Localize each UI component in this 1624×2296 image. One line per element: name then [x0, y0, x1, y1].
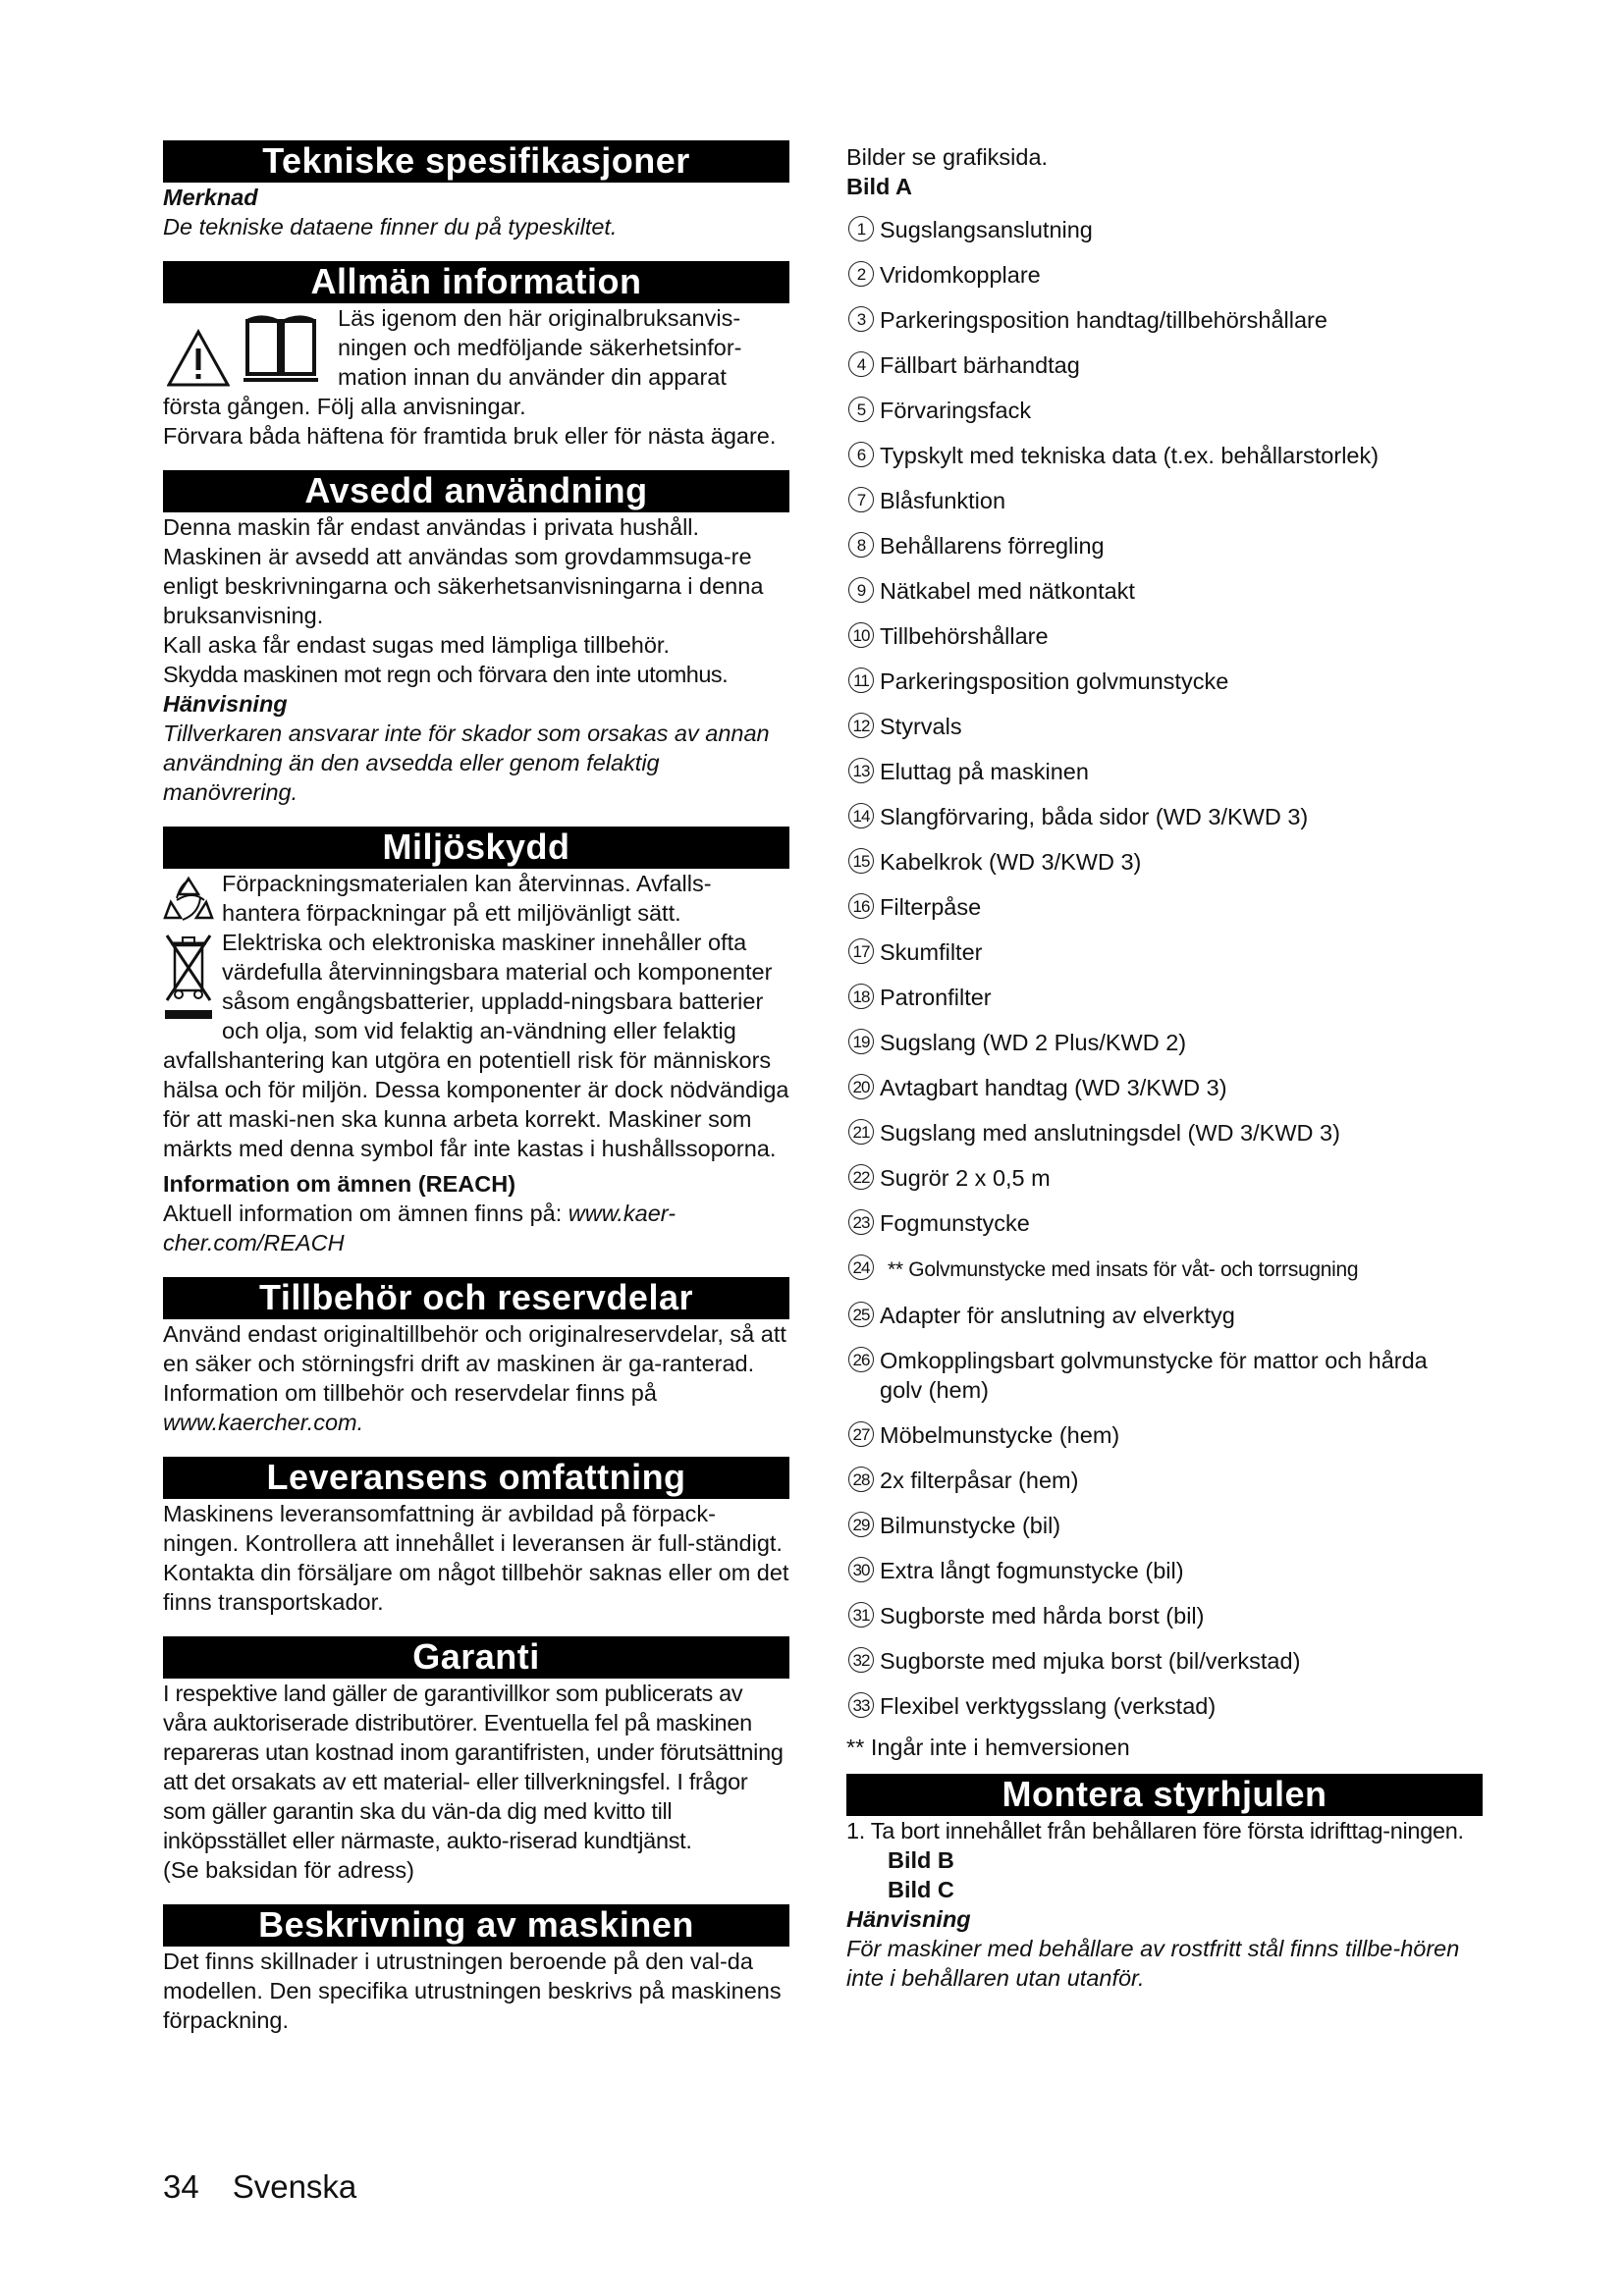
- item-text: Kabelkrok (WD 3/KWD 3): [880, 849, 1142, 875]
- reach-paragraph: [163, 1199, 789, 1257]
- list-item: [846, 1163, 1483, 1193]
- list-item: [846, 531, 1483, 561]
- item-text: Parkeringsposition handtag/tillbehörshållare: [880, 307, 1327, 333]
- item-text: Parkeringsposition golvmunstycke: [880, 668, 1229, 694]
- item-number-badge: 17: [848, 938, 874, 964]
- item-text: Typskylt med tekniska data (t.ex. behållarstorlek): [880, 443, 1380, 468]
- general-line-2: ningen och medföljande säkerhetsinfor-: [338, 335, 742, 360]
- list-item: [846, 1346, 1483, 1405]
- recycling-icon: [163, 873, 214, 928]
- item-text: Bilmunstycke (bil): [880, 1513, 1061, 1538]
- description-text: Det finns skillnader i utrustningen beroende på den val-da modellen. Den specifika utrustningen beskrivs på maskinens förpackning.: [163, 1949, 782, 2033]
- general-line-1: Läs igenom den här originalbruksanvis-: [338, 305, 741, 331]
- figure-a-label: Bild A: [846, 174, 913, 199]
- item-number-badge: 7: [848, 487, 874, 512]
- figure-b-label: Bild B: [888, 1847, 954, 1873]
- reach-label: Information om ämnen (REACH): [163, 1171, 516, 1197]
- recycle-text: Förpackningsmaterialen kan återvinnas. Avfalls-hantera förpackningar på ett miljövänligt sätt.: [222, 871, 712, 926]
- item-number-badge: 19: [848, 1029, 874, 1054]
- list-item: [846, 1691, 1483, 1721]
- list-item: [846, 847, 1483, 877]
- item-number-badge: 8: [848, 532, 874, 558]
- warning-triangle-icon: [167, 329, 230, 388]
- hint-label: Hänvisning: [163, 691, 288, 717]
- item-text: Sugslang (WD 2 Plus/KWD 2): [880, 1030, 1187, 1055]
- section-environment: [163, 827, 789, 1257]
- item-text: Flexibel verktygsslang (verkstad): [880, 1693, 1217, 1719]
- item-text: Patronfilter: [880, 985, 992, 1010]
- item-text: Sugslangsanslutning: [880, 217, 1093, 242]
- section-description: [163, 1904, 789, 2035]
- hint-text: Tillverkaren ansvarar inte för skador som orsakas av annan användning än den avsedda eller genom felaktig manövrering.: [163, 721, 770, 805]
- list-item: [846, 757, 1483, 786]
- recycle-block: [163, 869, 789, 928]
- item-number-badge: 29: [848, 1512, 874, 1537]
- item-number-badge: 30: [848, 1557, 874, 1582]
- list-item: [846, 1466, 1483, 1495]
- left-column: [163, 140, 789, 2035]
- item-number-badge: 27: [848, 1421, 874, 1447]
- note-label: Merknad: [163, 185, 258, 210]
- item-number-badge: 24: [848, 1255, 874, 1280]
- item-number-badge: 22: [848, 1164, 874, 1190]
- item-number-badge: 16: [848, 893, 874, 919]
- list-item: [846, 1601, 1483, 1630]
- item-text: Blåsfunktion: [880, 488, 1006, 513]
- hint-text: För maskiner med behållare av rostfritt stål finns tillbe-hören inte i behållaren utan utanför.: [846, 1936, 1460, 1991]
- page-footer: [163, 2167, 356, 2207]
- right-column: [846, 142, 1483, 1993]
- item-number-badge: 20: [848, 1074, 874, 1099]
- delivery-text: Maskinens leveransomfattning är avbildad på förpack-ningen. Kontrollera att innehållet i leveransen är full-ständigt. Kontakta din försäljare om något tillbehör saknas eller om det finns transportskador.: [163, 1501, 789, 1615]
- section-heading: Garanti: [163, 1636, 789, 1679]
- item-text: Nätkabel med nätkontakt: [880, 578, 1135, 604]
- item-text: Sugrör 2 x 0,5 m: [880, 1165, 1051, 1191]
- item-number-badge: 10: [848, 622, 874, 648]
- section-warranty: [163, 1636, 789, 1885]
- item-text: Adapter för anslutning av elverktyg: [880, 1303, 1235, 1328]
- accessories-link[interactable]: www.kaercher.com.: [163, 1410, 364, 1435]
- list-item: [846, 712, 1483, 741]
- item-number-badge: 15: [848, 848, 874, 874]
- list-item: [846, 1028, 1483, 1057]
- section-accessories: [163, 1277, 789, 1437]
- item-text: Fällbart bärhandtag: [880, 352, 1080, 378]
- item-number-badge: 5: [848, 397, 874, 422]
- general-intro: [163, 303, 789, 392]
- manual-book-icon: [242, 313, 320, 384]
- item-text: Extra långt fogmunstycke (bil): [880, 1558, 1184, 1583]
- section-heading: Leveransens omfattning: [163, 1457, 789, 1499]
- item-text: Slangförvaring, båda sidor (WD 3/KWD 3): [880, 804, 1309, 829]
- list-item: [846, 486, 1483, 515]
- item-text: Avtagbart handtag (WD 3/KWD 3): [880, 1075, 1227, 1100]
- section-mount-wheels: [846, 1774, 1483, 1993]
- list-item: [846, 260, 1483, 290]
- intended-p2: Maskinen är avsedd att användas som grovdammsuga-re enligt beskrivningarna och säkerhetsanvisningarna i denna bruksanvisning.: [163, 544, 764, 628]
- item-number-badge: 25: [848, 1302, 874, 1327]
- item-number-badge: 11: [848, 667, 874, 693]
- item-number-badge: 31: [848, 1602, 874, 1628]
- list-item: [846, 396, 1483, 425]
- item-number-badge: 13: [848, 758, 874, 783]
- item-number-badge: 18: [848, 984, 874, 1009]
- footnote: ** Ingår inte i hemversionen: [846, 1735, 1130, 1760]
- item-text: Styrvals: [880, 714, 962, 739]
- item-number-badge: 6: [848, 442, 874, 467]
- item-number-badge: 26: [848, 1347, 874, 1372]
- item-text: Fogmunstycke: [880, 1210, 1030, 1236]
- section-heading: Beskrivning av maskinen: [163, 1904, 789, 1947]
- general-icons: [163, 303, 330, 390]
- list-item: [846, 576, 1483, 606]
- warranty-text: I respektive land gäller de garantivillkor som publicerats av våra auktoriserade distributörer. Eventuella fel på maskinen repareras utan kostnad inom garantifristen, under förutsättning att det orsakats av ett material- eller tillverkningsfel. I frågor som gäller garantin ska du vän-da dig med kvitto till inköpsstället eller närmaste, aukto-riserad kundtjänst.: [163, 1681, 784, 1853]
- list-item: [846, 215, 1483, 244]
- item-text: Möbelmunstycke (hem): [880, 1422, 1120, 1448]
- list-item: [846, 802, 1483, 831]
- wheels-step-1: 1. Ta bort innehållet från behållaren före första idrifttag-ningen.: [846, 1818, 1464, 1843]
- component-list: [846, 215, 1483, 1721]
- list-item: [846, 441, 1483, 470]
- list-item: [846, 1073, 1483, 1102]
- item-number-badge: 28: [848, 1467, 874, 1492]
- item-text: Skumfilter: [880, 939, 983, 965]
- item-text: Sugborste med mjuka borst (bil/verkstad): [880, 1648, 1301, 1674]
- section-delivery: [163, 1457, 789, 1617]
- item-text: Behållarens förregling: [880, 533, 1105, 559]
- list-item: [846, 621, 1483, 651]
- intended-p4: Skydda maskinen mot regn och förvara den inte utomhus.: [163, 662, 729, 687]
- list-item: [846, 1208, 1483, 1238]
- list-item: [846, 350, 1483, 380]
- item-number-badge: 23: [848, 1209, 874, 1235]
- page-number: 34: [163, 2168, 199, 2205]
- general-keep: Förvara båda häftena för framtida bruk eller för nästa ägare.: [163, 423, 777, 449]
- warranty-address: (Se baksidan för adress): [163, 1857, 415, 1883]
- list-item: [846, 1254, 1483, 1285]
- section-heading: Tekniske spesifikasjoner: [163, 140, 789, 183]
- list-item: [846, 1556, 1483, 1585]
- item-text: Förvaringsfack: [880, 398, 1032, 423]
- accessories-p1: Använd endast originaltillbehör och originalreservdelar, så att en säker och störningsfri drift av maskinen är ga-ranterad.: [163, 1321, 786, 1376]
- list-item: [846, 983, 1483, 1012]
- item-text: 2x filterpåsar (hem): [880, 1468, 1079, 1493]
- general-continued: första gången. Följ alla anvisningar.: [163, 394, 526, 419]
- item-text: Vridomkopplare: [880, 262, 1041, 288]
- list-item: [846, 1118, 1483, 1148]
- intended-p1: Denna maskin får endast användas i privata hushåll.: [163, 514, 700, 540]
- crossed-bin-icon: [163, 930, 214, 1024]
- item-text: Omkopplingsbart golvmunstycke för mattor och hårda golv (hem): [880, 1348, 1428, 1403]
- reach-link[interactable]: www.kaer-cher.com/REACH: [163, 1201, 677, 1255]
- list-item: [846, 667, 1483, 696]
- item-text: Sugborste med hårda borst (bil): [880, 1603, 1205, 1629]
- list-item: [846, 1646, 1483, 1676]
- item-number-badge: 1: [848, 216, 874, 241]
- hint-label: Hänvisning: [846, 1906, 971, 1932]
- item-number-badge: 32: [848, 1647, 874, 1673]
- note-text: De tekniske dataene finner du på typeskiltet.: [163, 214, 618, 240]
- footer-language: Svenska: [232, 2168, 357, 2205]
- section-heading: Tillbehör och reservdelar: [163, 1277, 789, 1319]
- figure-c-label: Bild C: [888, 1877, 954, 1902]
- section-heading: Allmän information: [163, 261, 789, 303]
- section-intended-use: [163, 470, 789, 807]
- list-item: [846, 937, 1483, 967]
- item-text: Sugslang med anslutningsdel (WD 3/KWD 3): [880, 1120, 1340, 1146]
- section-general-information: [163, 261, 789, 451]
- item-number-badge: 9: [848, 577, 874, 603]
- list-item: [846, 305, 1483, 335]
- item-text: Eluttag på maskinen: [880, 759, 1089, 784]
- general-line-3: mation innan du använder din apparat: [338, 364, 727, 390]
- list-item: [846, 1420, 1483, 1450]
- section-technical-specs: [163, 140, 789, 241]
- item-number-badge: 14: [848, 803, 874, 828]
- section-heading: Miljöskydd: [163, 827, 789, 869]
- item-number-badge: 33: [848, 1692, 874, 1718]
- item-number-badge: 3: [848, 306, 874, 332]
- item-text: Tillbehörshållare: [880, 623, 1049, 649]
- weee-text: Elektriska och elektroniska maskiner innehåller ofta värdefulla återvinningsbara material och komponenter såsom engångsbatterier, uppladd-ningsbara batterier och olja, som vid felaktig an-vändning eller felaktig avfallshantering kan utgöra en potentiell risk för människors hälsa och för miljön. Dessa komponenter är dock nödvändiga för att maski-nen ska kunna arbeta korrekt. Maskiner som märkts med denna symbol får inte kastas i hushållssoporna.: [163, 930, 789, 1161]
- item-number-badge: 4: [848, 351, 874, 377]
- item-text: ** Golvmunstycke med insats för våt- och torrsugning: [888, 1258, 1359, 1281]
- intended-p3: Kall aska får endast sugas med lämpliga tillbehör.: [163, 632, 670, 658]
- list-item: [846, 1301, 1483, 1330]
- accessories-p2: Information om tillbehör och reservdelar finns på: [163, 1380, 657, 1406]
- list-item: [846, 892, 1483, 922]
- reach-text: Aktuell information om ämnen finns på:: [163, 1201, 568, 1226]
- item-number-badge: 12: [848, 713, 874, 738]
- figures-intro: Bilder se grafiksida.: [846, 144, 1049, 170]
- item-text: Filterpåse: [880, 894, 982, 920]
- item-number-badge: 21: [848, 1119, 874, 1145]
- section-heading: Montera styrhjulen: [846, 1774, 1483, 1816]
- item-number-badge: 2: [848, 261, 874, 287]
- weee-block: [163, 928, 789, 1163]
- section-heading: Avsedd användning: [163, 470, 789, 512]
- list-item: [846, 1511, 1483, 1540]
